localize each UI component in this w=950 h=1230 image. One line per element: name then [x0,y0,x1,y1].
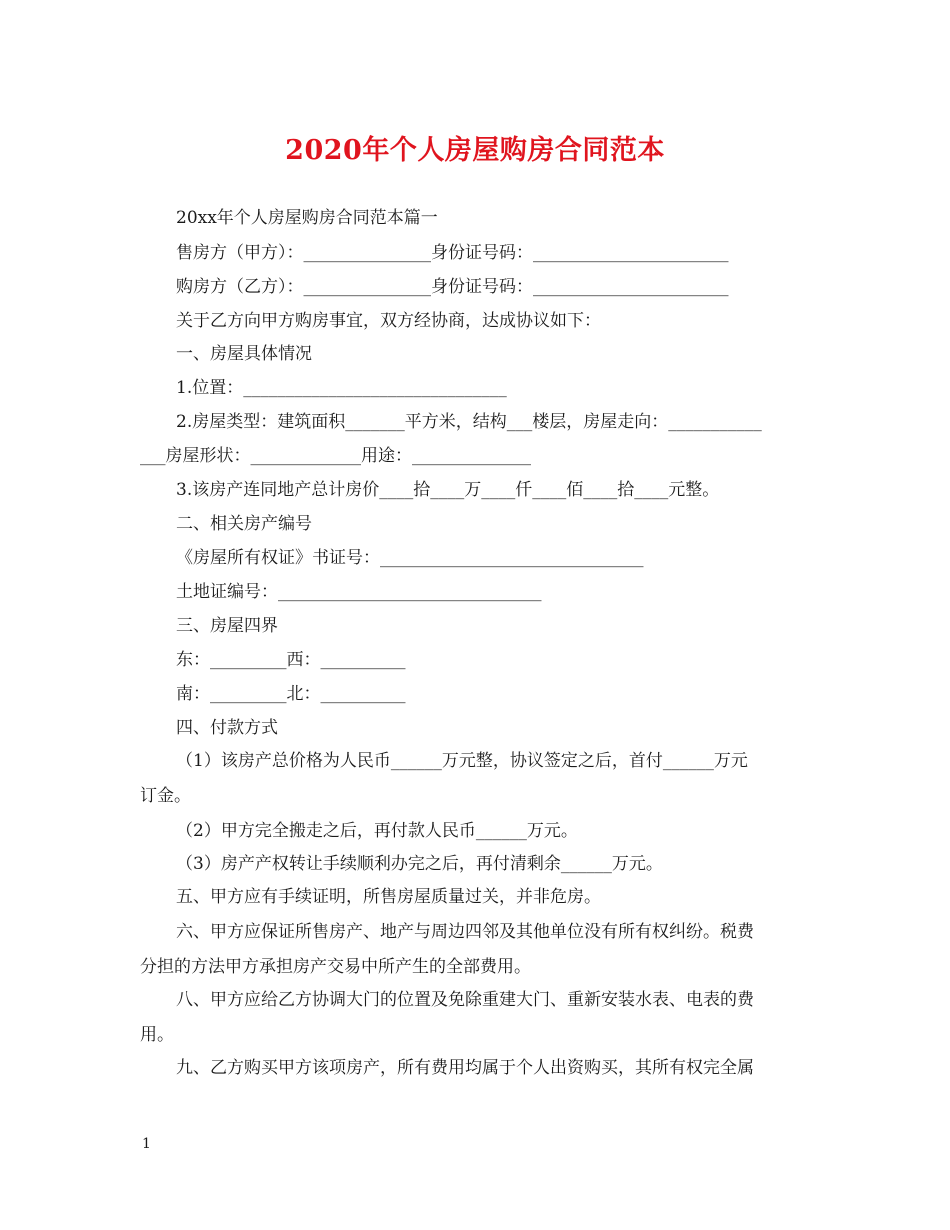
clause-line: 土地证编号：_______________________________ [176,582,542,602]
clause-line: 订金。 [140,786,191,806]
clause-heading: 四、付款方式 [176,718,278,738]
clause-line: 1.位置：_______________________________ [176,378,507,398]
clause-line: 南：_________北：__________ [176,684,406,704]
clause-line: 2.房屋类型：建筑面积_______平方米，结构___楼层，房屋走向：___________ [176,412,762,432]
clause-line: 东：_________西：__________ [176,650,406,670]
clause-line: （1）该房产总价格为人民币______万元整，协议签定之后，首付______万元 [176,751,748,771]
clause-line: ___房屋形状：_____________用途：______________ [140,446,531,466]
clause-heading: 二、相关房产编号 [176,514,312,534]
clause-line: 3.该房产连同地产总计房价____拾____万____仟____佰____拾____元整。 [176,480,720,500]
clause-line: （3）房产产权转让手续顺利办完之后，再付清剩余______万元。 [176,854,663,874]
page-number: 1 [142,1136,151,1152]
clause-line: 《房屋所有权证》书证号：_______________________________ [176,548,644,568]
clause-line: （2）甲方完全搬走之后，再付款人民币______万元。 [176,821,578,841]
clause-line: 用。 [140,1025,174,1045]
agreement-intro: 关于乙方向甲方购房事宜，双方经协商，达成协议如下： [176,311,601,331]
document-title: 2020年个人房屋购房合同范本 [285,135,665,166]
clause-heading: 一、房屋具体情况 [176,344,312,364]
clause-line: 分担的方法甲方承担房产交易中所产生的全部费用。 [140,957,531,977]
clause-line: 六、甲方应保证所售房产、地产与周边四邻及其他单位没有所有权纠纷。税费 [176,922,754,942]
clause-line: 八、甲方应给乙方协调大门的位置及免除重建大门、重新安装水表、电表的费 [176,990,754,1010]
section-heading: 20xx年个人房屋购房合同范本篇一 [176,208,438,228]
clause-line: 九、乙方购买甲方该项房产，所有费用均属于个人出资购买，其所有权完全属 [176,1058,754,1078]
clause-heading: 三、房屋四界 [176,616,278,636]
buyer-line: 购房方（乙方）：_______________身份证号码：_______________________ [176,277,729,297]
clause-line: 五、甲方应有手续证明，所售房屋质量过关，并非危房。 [176,887,601,907]
seller-line: 售房方（甲方）：_______________身份证号码：_______________________ [176,243,729,263]
